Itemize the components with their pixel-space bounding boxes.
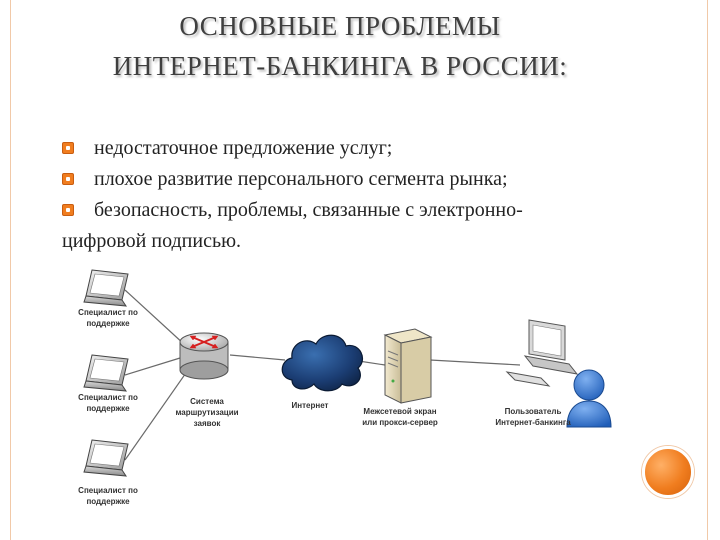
decorative-orange-circle — [642, 446, 694, 498]
label-line: поддержке — [86, 404, 130, 413]
label-line: поддержке — [86, 319, 130, 328]
label-line: Пользователь — [504, 407, 562, 416]
user-label — [478, 406, 588, 428]
specialist-label — [68, 307, 148, 329]
label-line: заявок — [193, 419, 221, 428]
internet-label — [280, 400, 340, 411]
laptop-icon — [84, 440, 128, 476]
laptop-icon — [84, 355, 128, 391]
internet-cloud-icon — [282, 335, 362, 391]
label-line: или прокси-сервер — [362, 418, 438, 427]
bullet-text: недостаточное предложение услуг; — [94, 137, 393, 159]
router-label — [162, 396, 252, 429]
label-line: Специалист по — [78, 393, 138, 402]
label-line: Система — [190, 397, 224, 406]
label-line: маршрутизации — [175, 408, 239, 417]
laptop-icon — [84, 270, 128, 306]
bullet-text: плохое развитие персонального сегмента рынка; — [94, 168, 508, 190]
router-icon — [180, 333, 228, 379]
label-line: Межсетевой экран — [363, 407, 437, 416]
label-line: Интернет-банкинга — [495, 418, 571, 427]
desktop-computer-icon — [507, 320, 577, 386]
firewall-label — [345, 406, 455, 428]
title-line-2: ИНТЕРНЕТ-БАНКИНГА В РОССИИ: — [112, 51, 568, 81]
server-icon — [385, 329, 431, 403]
specialist-label — [68, 485, 148, 507]
bullet-text-continuation: цифровой подписью. — [62, 230, 242, 252]
label-line: Специалист по — [78, 308, 138, 317]
title-line-1: ОСНОВНЫЕ ПРОБЛЕМЫ — [179, 11, 501, 41]
label-line: поддержке — [86, 497, 130, 506]
specialist-label — [68, 392, 148, 414]
label-line: Специалист по — [78, 486, 138, 495]
bullet-text: безопасность, проблемы, связанные с электронно- — [94, 199, 523, 221]
label-line: Интернет — [291, 401, 329, 410]
